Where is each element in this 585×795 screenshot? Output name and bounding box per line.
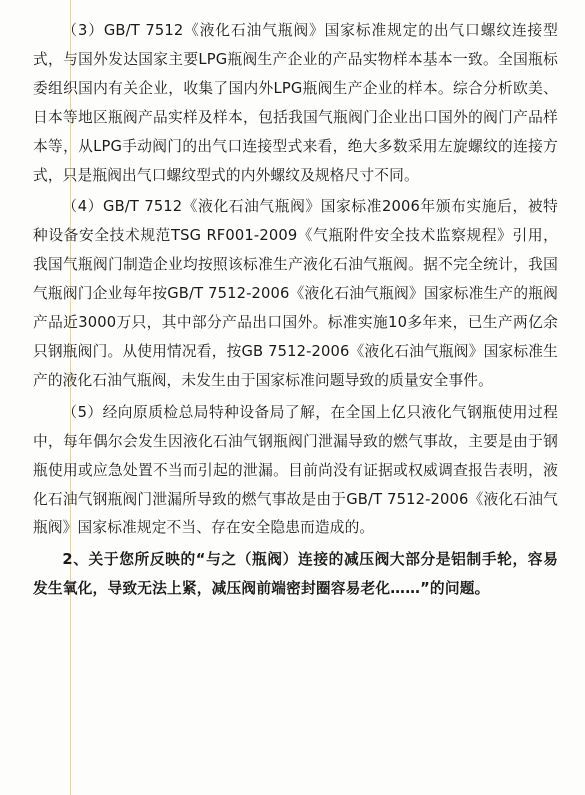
paragraph-item-4: （4）GB/T 7512《液化石油气瓶阀》国家标准2006年颁布实施后，被特种设备安全技术规范TSG RF001-2009《气瓶附件安全技术监察规程》引用，我国气瓶阀门制造企业均按照该标准生产液化石油气瓶阀。据不完全统计，我国气瓶阀门企业每年按GB/T 7512-2006《液化石油气瓶阀》国家标准生产的瓶阀产品近3000万只，其中部分产品出口国外。标准实施10多年来，已生产两亿余只钢瓶阀门。从使用情况看，按GB 7512-2006《液化石油气瓶阀》国家标准生产的液化石油气瓶阀，未发生由于国家标准问题导致的质量安全事件。 [33, 198, 558, 389]
paragraph-item-5: （5）经向原质检总局特种设备局了解，在全国上亿只液化气钢瓶使用过程中，每年偶尔会发生因液化石油气钢瓶阀门泄漏导致的燃气事故，主要是由于钢瓶使用或应急处置不当而引起的泄漏。目前尚没有证据或权威调查报告表明，液化石油气钢瓶阀门泄漏所导致的燃气事故是由于GB/T 7512-2006《液化石油气瓶阀》国家标准规定不当、存在安全隐患而造成的。 [33, 403, 558, 537]
section-heading-2: 2、关于您所反映的“与之（瓶阀）连接的减压阀大部分是铝制手轮，容易发生氧化，导致无法上紧，减压阀前端密封圈容易老化……”的问题。 [33, 551, 558, 598]
paragraph-item-3: （3）GB/T 7512《液化石油气瓶阀》国家标准规定的出气口螺纹连接型式，与国外发达国家主要LPG瓶阀生产企业的产品实物样本基本一致。全国瓶标委组织国内有关企业，收集了国内外LPG瓶阀生产企业的样本。综合分析欧美、日本等地区瓶阀产品实样及样本，包括我国气瓶阀门企业出口国外的阀门产品样本等，从LPG手动阀门的出气口连接型式来看，绝大多数采用左旋螺纹的连接方式，只是瓶阀出气口螺纹型式的内外螺纹及规格尺寸不同。 [33, 22, 558, 184]
document-body [33, 17, 558, 604]
